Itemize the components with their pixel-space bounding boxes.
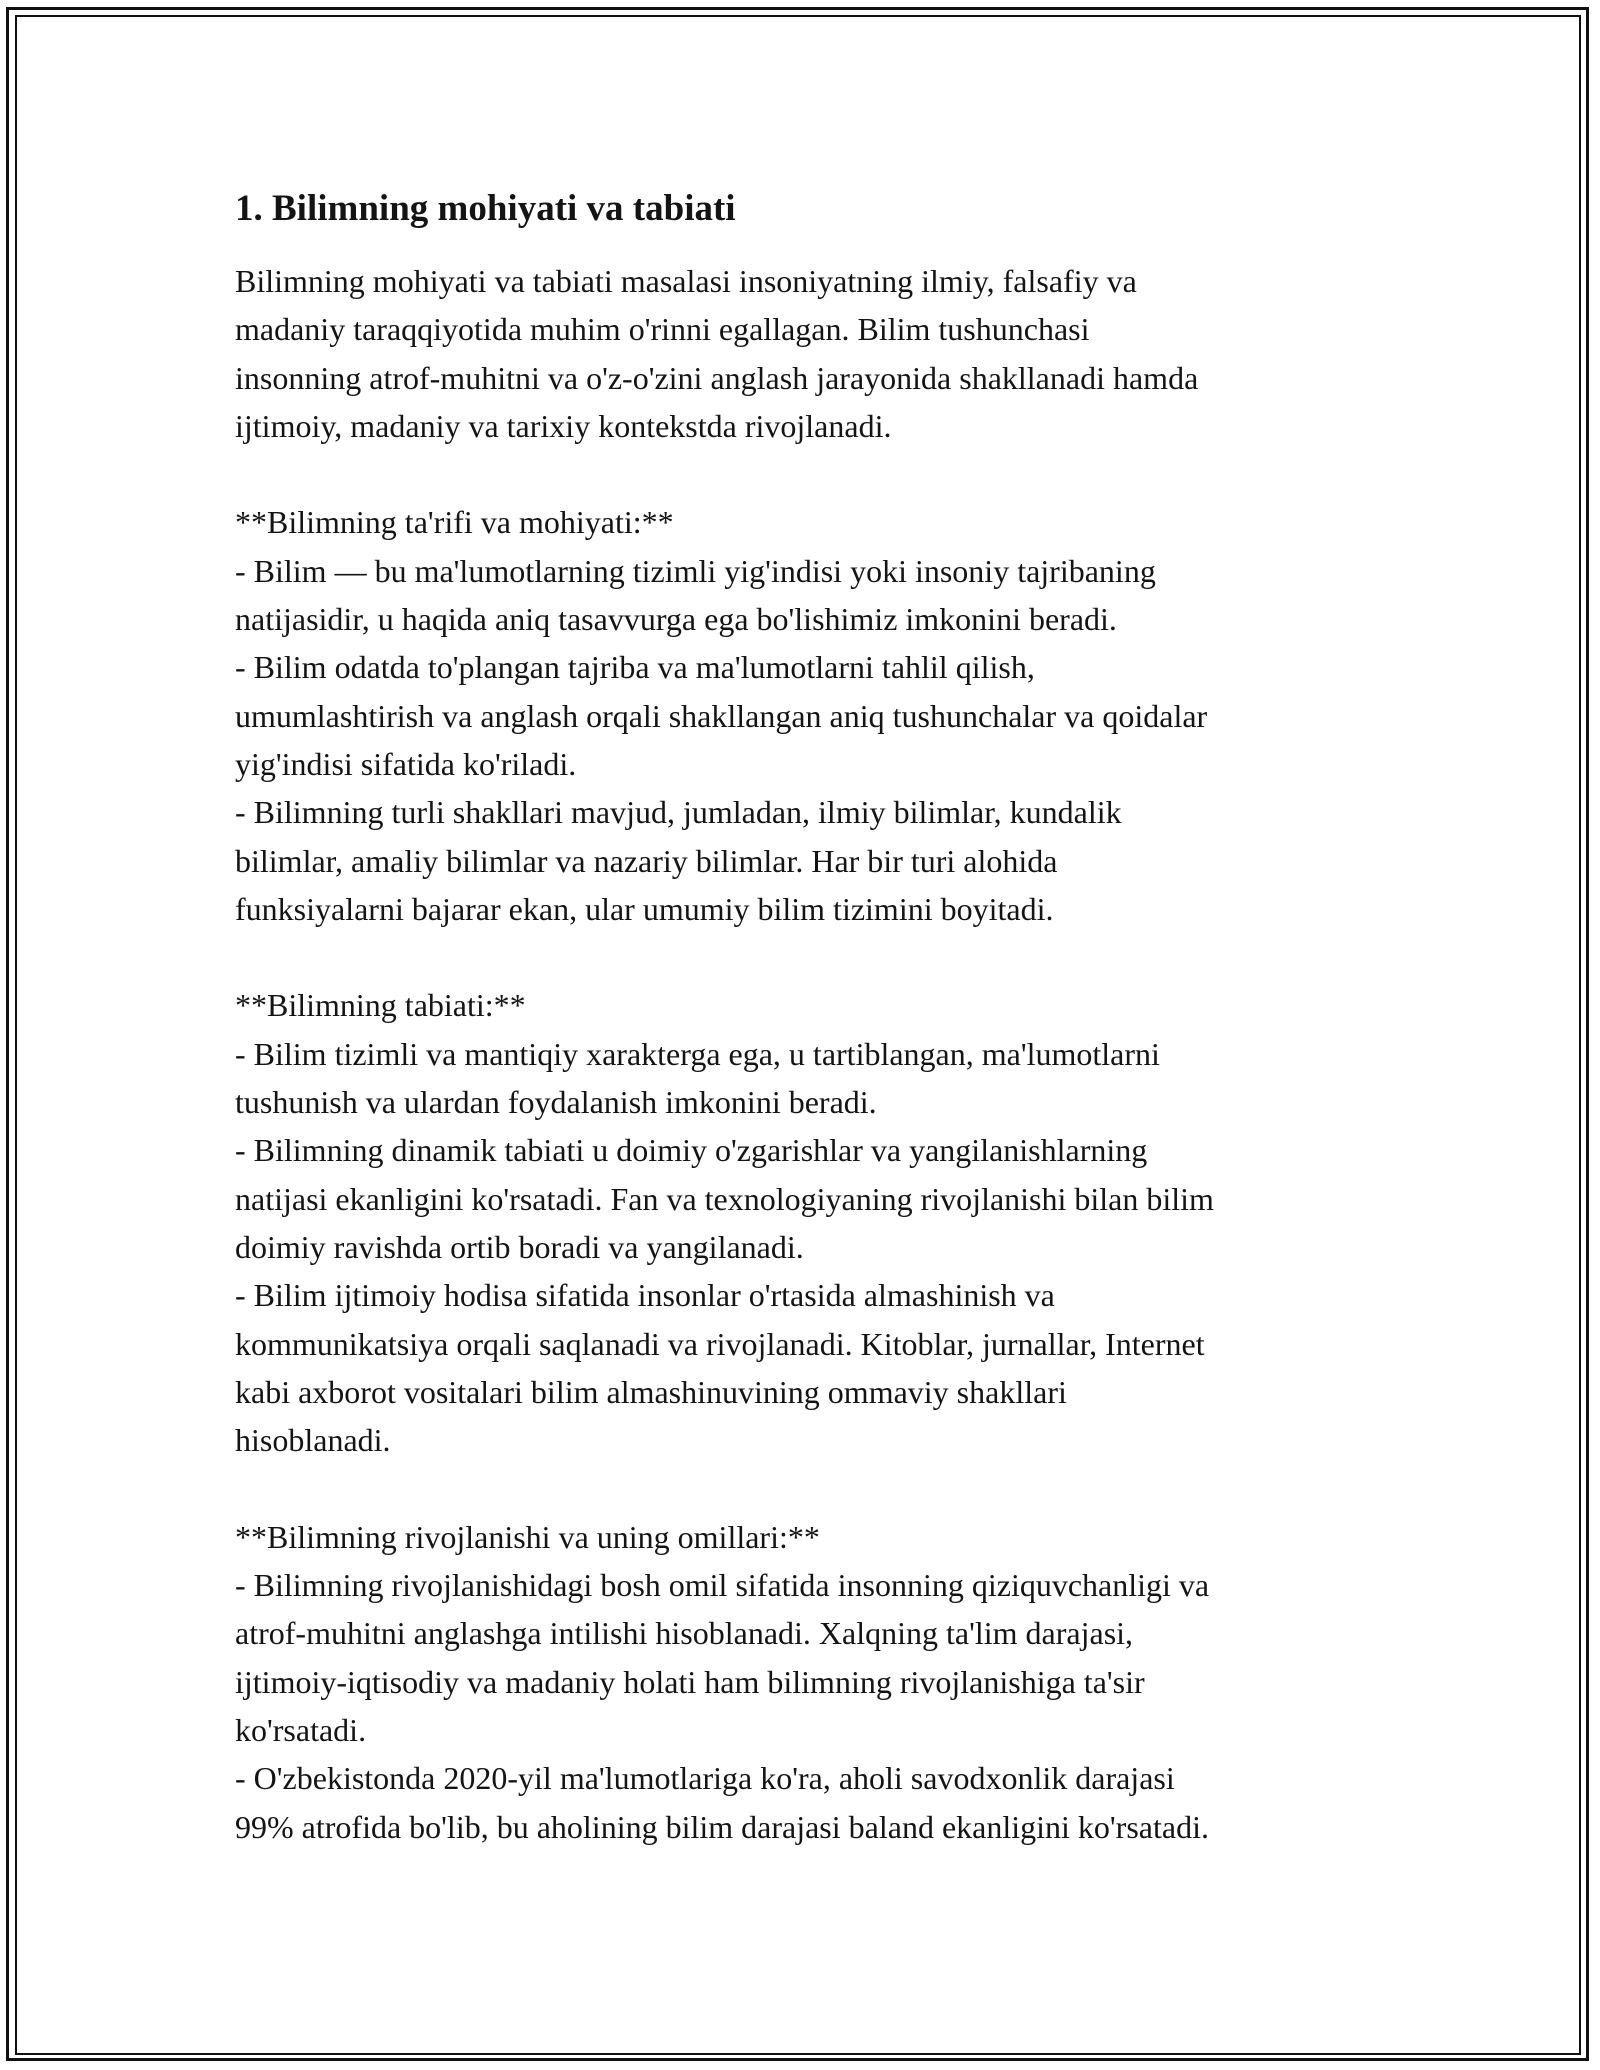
text-line: - Bilim odatda to'plangan tajriba va ma'lumotlarni tahlil qilish, xyxy=(235,649,1035,686)
text-line: funksiyalarni bajarar ekan, ular umumiy bilim tizimini boyitadi. xyxy=(235,890,1054,927)
text-line: madaniy taraqqiyotida muhim o'rinni egallagan. Bilim tushunchasi xyxy=(235,311,1090,348)
text-line: - Bilim tizimli va mantiqiy xarakterga ega, u tartiblangan, ma'lumotlarni xyxy=(235,1035,1160,1072)
text-line: hisoblanadi. xyxy=(235,1422,391,1459)
subheading-line: **Bilimning ta'rifi va mohiyati:** xyxy=(235,504,674,541)
text-line: kabi axborot vositalari bilim almashinuvining ommaviy shakllari xyxy=(235,1373,1067,1410)
text-line: insonning atrof-muhitni va o'z-o'zini anglash jarayonida shakllanadi hamda xyxy=(235,359,1199,396)
text-line: - Bilimning rivojlanishidagi bosh omil sifatida insonning qiziquvchanligi va xyxy=(235,1567,1210,1604)
text-line: natijasidir, u haqida aniq tasavvurga ega bo'lishimiz imkonini beradi. xyxy=(235,601,1117,638)
subheading-line: **Bilimning tabiati:** xyxy=(235,987,526,1024)
text-line: atrof-muhitni anglashga intilishi hisoblanadi. Xalqning ta'lim darajasi, xyxy=(235,1615,1134,1652)
text-line: tushunish va ulardan foydalanish imkonini beradi. xyxy=(235,1084,877,1121)
blank-line xyxy=(235,1464,1365,1512)
text-line: - Bilim — bu ma'lumotlarning tizimli yig'indisi yoki insoniy tajribaning xyxy=(235,552,1156,589)
text-line: ko'rsatadi. xyxy=(235,1711,367,1748)
text-line: Bilimning mohiyati va tabiati masalasi insoniyatning ilmiy, falsafiy va xyxy=(235,263,1137,299)
text-line: kommunikatsiya orqali saqlanadi va rivojlanadi. Kitoblar, jurnallar, Internet xyxy=(235,1325,1205,1362)
section-heading: 1. Bilimning mohiyati va tabiati xyxy=(235,188,736,229)
text-line: - Bilim ijtimoiy hodisa sifatida insonlar o'rtasida almashinish va xyxy=(235,1277,1055,1314)
text-line: ijtimoiy-iqtisodiy va madaniy holati ham bilimning rivojlanishiga ta'sir xyxy=(235,1663,1145,1700)
document-body xyxy=(235,185,1365,1851)
text-line: - Bilimning turli shakllari mavjud, jumladan, ilmiy bilimlar, kundalik xyxy=(235,794,1122,831)
body-text xyxy=(235,257,1365,1851)
text-line: bilimlar, amaliy bilimlar va nazariy bilimlar. Har bir turi alohida xyxy=(235,842,1058,879)
text-line: - Bilimning dinamik tabiati u doimiy o'zgarishlar va yangilanishlarning xyxy=(235,1132,1148,1169)
text-line: - O'zbekistonda 2020-yil ma'lumotlariga ko'ra, aholi savodxonlik darajasi xyxy=(235,1760,1175,1797)
text-line: natijasi ekanligini ko'rsatadi. Fan va texnologiyaning rivojlanishi bilan bilim xyxy=(235,1180,1214,1217)
text-line: doimiy ravishda ortib boradi va yangilanadi. xyxy=(235,1228,804,1265)
blank-line xyxy=(235,933,1365,981)
text-line: yig'indisi sifatida ko'riladi. xyxy=(235,745,577,782)
text-line: umumlashtirish va anglash orqali shakllangan aniq tushunchalar va qoidalar xyxy=(235,697,1208,734)
text-line: 99% atrofida bo'lib, bu aholining bilim darajasi baland ekanligini ko'rsatadi. xyxy=(235,1808,1209,1845)
text-line: ijtimoiy, madaniy va tarixiy kontekstda rivojlanadi. xyxy=(235,407,892,444)
blank-line xyxy=(235,450,1365,498)
subheading-line: **Bilimning rivojlanishi va uning omillari:** xyxy=(235,1518,820,1555)
